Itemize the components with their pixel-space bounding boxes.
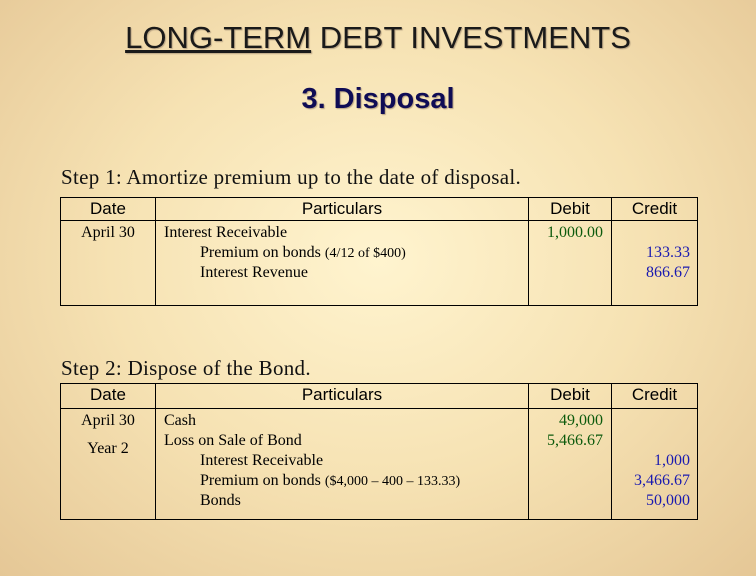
debit-amount: 49,000 xyxy=(559,412,603,429)
credit-amount: 3,466.67 xyxy=(634,472,690,489)
entry-debit-cell xyxy=(529,409,612,520)
entry-credit-cell xyxy=(612,409,698,520)
journal-entry-row xyxy=(61,409,698,520)
header-particulars: Particulars xyxy=(156,384,529,409)
credit-amount: 50,000 xyxy=(646,492,690,509)
journal-table-step2 xyxy=(60,383,698,520)
account-line: Cash xyxy=(164,412,196,429)
credit-amount: 1,000 xyxy=(654,452,690,469)
header-debit: Debit xyxy=(529,384,612,409)
header-credit: Credit xyxy=(612,384,698,409)
account-line: Premium on bonds ($4,000 – 400 – 133.33) xyxy=(200,472,461,489)
debit-amount: 1,000.00 xyxy=(547,224,603,241)
step2-heading: Step 2: Dispose of the Bond. xyxy=(61,356,311,380)
entry-date: April 30 xyxy=(81,412,135,429)
header-debit: Debit xyxy=(529,198,612,221)
journal-header-row xyxy=(61,198,698,221)
slide-title-underlined: LONG-TERM xyxy=(125,20,312,55)
account-note: (4/12 of $400) xyxy=(324,246,406,261)
header-date: Date xyxy=(61,384,156,409)
entry-year: Year 2 xyxy=(87,440,129,457)
credit-amount: 133.33 xyxy=(646,244,690,261)
account-line: Interest Receivable xyxy=(200,452,324,469)
entry-date-cell xyxy=(61,221,156,306)
debit-amount: 5,466.67 xyxy=(547,432,603,449)
journal-table-step1 xyxy=(60,197,698,306)
entry-debit-cell xyxy=(529,221,612,306)
journal-entry-row xyxy=(61,221,698,306)
account-note: ($4,000 – 400 – 133.33) xyxy=(324,474,461,489)
account-line: Premium on bonds (4/12 of $400) xyxy=(200,244,406,261)
entry-date-cell xyxy=(61,409,156,520)
entry-credit-cell xyxy=(612,221,698,306)
journal-header-row xyxy=(61,384,698,409)
slide-subtitle: 3. Disposal xyxy=(301,83,455,115)
header-credit: Credit xyxy=(612,198,698,221)
account-line: Interest Receivable xyxy=(164,224,288,241)
entry-particulars-cell xyxy=(156,221,529,306)
header-particulars: Particulars xyxy=(156,198,529,221)
header-date: Date xyxy=(61,198,156,221)
account-line: Bonds xyxy=(200,492,241,509)
slide-title-rest: DEBT INVESTMENTS xyxy=(311,20,631,55)
account-line: Loss on Sale of Bond xyxy=(164,432,302,449)
account-line: Interest Revenue xyxy=(200,264,308,281)
slide-title xyxy=(0,20,756,56)
credit-amount: 866.67 xyxy=(646,264,690,281)
entry-date: April 30 xyxy=(81,224,135,241)
step1-heading: Step 1: Amortize premium up to the date of disposal. xyxy=(61,165,522,189)
entry-particulars-cell xyxy=(156,409,529,520)
